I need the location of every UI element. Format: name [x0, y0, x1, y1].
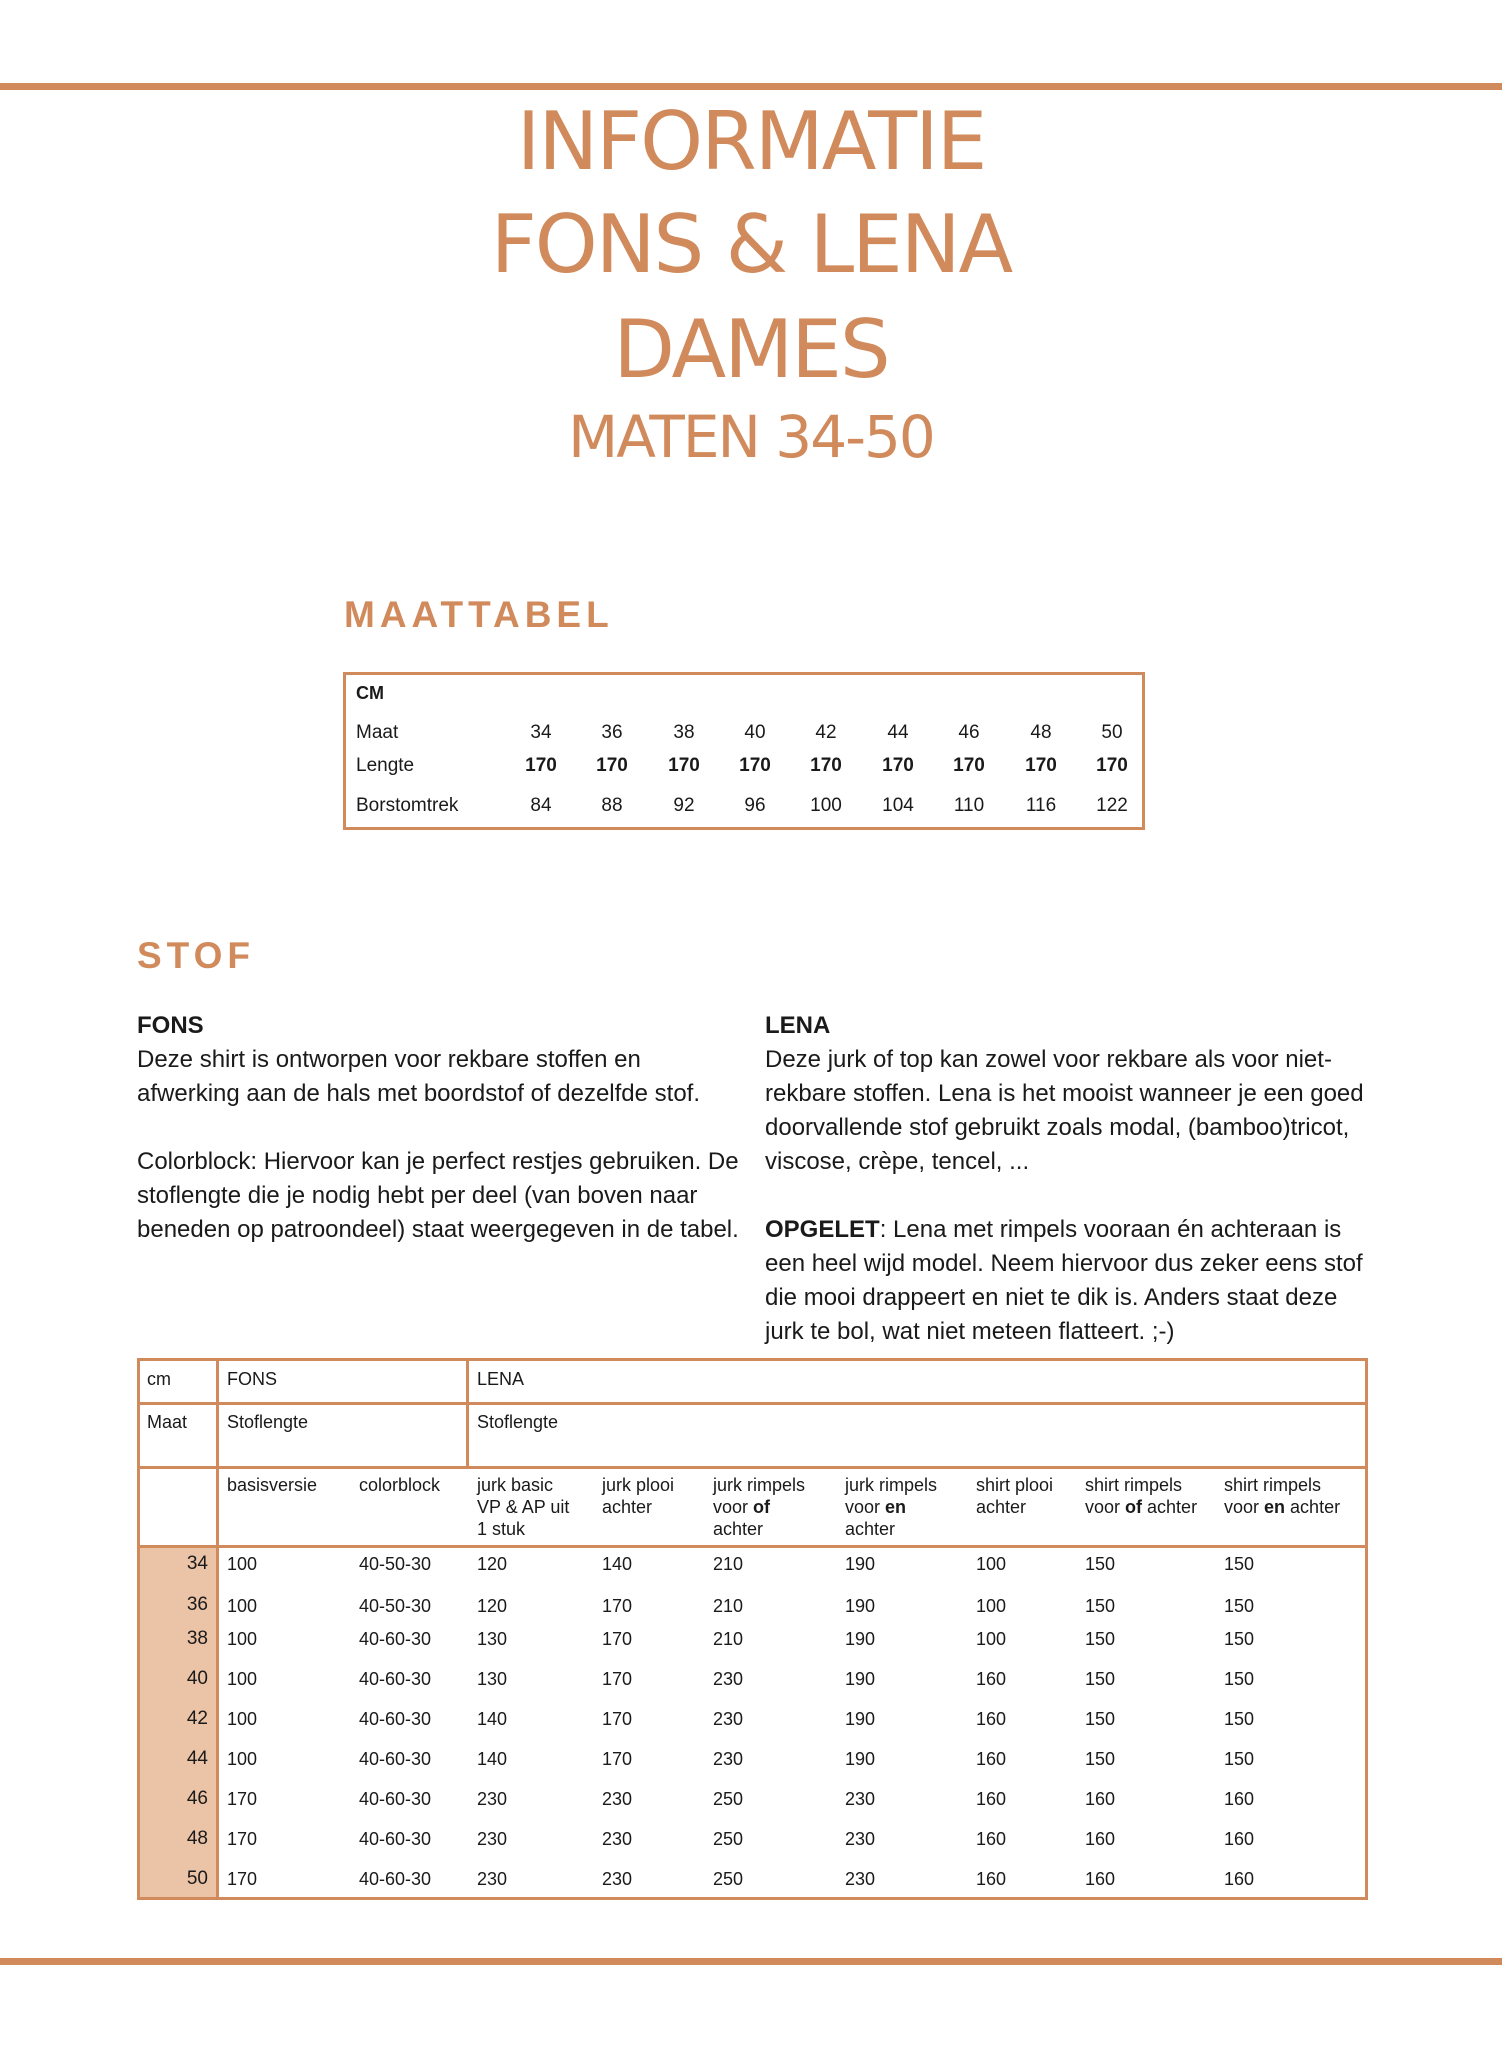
- stof-table-value: 230: [602, 1829, 633, 1849]
- stof-table-group-lena: LENA: [477, 1369, 525, 1389]
- stof-table-unit: cm: [147, 1369, 171, 1389]
- maattabel-lengte-value: 170: [1096, 755, 1128, 776]
- stof-table-value: 100: [227, 1669, 258, 1689]
- maattabel-size-value: 46: [958, 722, 980, 743]
- stof-table-column-header: jurk rimpels voor en achter: [845, 1475, 938, 1539]
- maattabel-lengte-value: 170: [668, 755, 700, 776]
- stof-table-value: 40-60-30: [359, 1629, 432, 1649]
- maattabel-label-lengte: Lengte: [356, 755, 415, 776]
- maattabel-lengte-value: 170: [525, 755, 557, 776]
- stof-table-column-header: jurk plooi achter: [602, 1475, 675, 1517]
- maattabel-size-value: 42: [815, 722, 837, 743]
- maattabel-unit: CM: [356, 683, 384, 703]
- stof-table-value: 140: [477, 1749, 508, 1769]
- stof-table-value: 40-60-30: [359, 1709, 432, 1729]
- stof-heading: STOF: [137, 935, 255, 976]
- title-subtitle: MATEN 34-50: [568, 403, 934, 471]
- maattabel-label-maat: Maat: [356, 722, 399, 743]
- title-line-2: FONS & LENA: [490, 198, 1012, 291]
- stof-table-value: 120: [477, 1596, 508, 1616]
- stof-table-value: 130: [477, 1629, 508, 1649]
- maattabel-size-value: 36: [601, 722, 623, 743]
- maattabel-label-borstomtrek: Borstomtrek: [356, 795, 459, 816]
- stof-table-value: 150: [1085, 1554, 1116, 1574]
- maattabel-borstomtrek-value: 84: [530, 795, 552, 816]
- lena-warning-label: OPGELET: [765, 1216, 880, 1243]
- maattabel-lengte-value: 170: [882, 755, 914, 776]
- fons-paragraph-1: Deze shirt is ontworpen voor rekbare stoffen en afwerking aan de hals met boordstof of dezelfde stof.: [137, 1046, 701, 1107]
- stof-table-value: 160: [1224, 1829, 1255, 1849]
- stof-table-value: 230: [845, 1869, 876, 1889]
- stof-table-value: 150: [1224, 1554, 1255, 1574]
- stof-table-value: 170: [602, 1629, 633, 1649]
- stof-table-size-cell: 34: [140, 1548, 216, 1588]
- stof-table-size-cell: 40: [140, 1661, 216, 1701]
- stof-table-column-header: shirt plooi achter: [976, 1475, 1054, 1517]
- maattabel-borstomtrek-value: 88: [601, 795, 623, 816]
- stof-table-group-fons: FONS: [227, 1369, 278, 1389]
- stof-table-size-cell: 50: [140, 1861, 216, 1897]
- stof-table-value: 150: [1224, 1709, 1255, 1729]
- stof-table-stoflengte-fons: Stoflengte: [227, 1412, 309, 1432]
- stof-table-size-cell: 46: [140, 1781, 216, 1821]
- stof-table-value: 170: [602, 1596, 633, 1616]
- maattabel-size-value: 34: [530, 722, 552, 743]
- stof-table-size-cell: 44: [140, 1741, 216, 1781]
- stof-table-value: 230: [602, 1869, 633, 1889]
- stof-table-value: 40-60-30: [359, 1789, 432, 1809]
- stof-table-column-header: basisversie: [227, 1475, 318, 1495]
- stof-table-value: 190: [845, 1709, 876, 1729]
- stof-table-value: 40-50-30: [359, 1554, 432, 1574]
- lena-paragraph-2: [765, 1213, 1375, 1349]
- stof-table-value: 100: [227, 1749, 258, 1769]
- stof-table-size-cell: 38: [140, 1621, 216, 1661]
- stof-table-value: 130: [477, 1669, 508, 1689]
- stof-table-value: 210: [713, 1554, 744, 1574]
- maattabel-size-value: 50: [1101, 722, 1123, 743]
- stof-table-value: 150: [1224, 1749, 1255, 1769]
- maattabel-borstomtrek-value: 92: [673, 795, 695, 816]
- stof-table-value: 230: [477, 1789, 508, 1809]
- maattabel-lengte-value: 170: [739, 755, 771, 776]
- stof-table-value: 100: [976, 1596, 1007, 1616]
- title-line-1: INFORMATIE: [516, 95, 986, 188]
- stof-table-value: 160: [1085, 1789, 1116, 1809]
- stof-table-value: 170: [602, 1669, 633, 1689]
- stof-table-value: 160: [976, 1709, 1007, 1729]
- stof-table-value: 230: [477, 1829, 508, 1849]
- stof-table-value: 150: [1085, 1669, 1116, 1689]
- stof-table-value: 160: [1224, 1869, 1255, 1889]
- maattabel-lengte-value: 170: [596, 755, 628, 776]
- stof-table-value: 150: [1085, 1629, 1116, 1649]
- stof-table-column-header: jurk rimpels voor of achter: [713, 1475, 806, 1539]
- stof-table-value: 170: [227, 1789, 258, 1809]
- top-rule: [0, 83, 1502, 90]
- stof-table-size-cell: 36: [140, 1588, 216, 1621]
- stof-table-value: 150: [1085, 1709, 1116, 1729]
- stof-table-column-header: jurk basic VP & AP uit 1 stuk: [477, 1475, 570, 1539]
- stof-table-value: 250: [713, 1829, 744, 1849]
- maattabel-borstomtrek-value: 122: [1096, 795, 1128, 816]
- stof-table-value: 100: [227, 1596, 258, 1616]
- stof-table-value: 170: [602, 1749, 633, 1769]
- stof-table-size-cell: 48: [140, 1821, 216, 1861]
- stof-table-value: 160: [976, 1669, 1007, 1689]
- stof-table-value: 40-50-30: [359, 1596, 432, 1616]
- fons-paragraph-2: Colorblock: Hiervoor kan je perfect restjes gebruiken. De stoflengte die je nodig hebt per deel (van boven naar beneden op patroondeel) staat weergegeven in de tabel.: [137, 1148, 739, 1243]
- stof-table-value: 160: [976, 1829, 1007, 1849]
- stof-table-value: 190: [845, 1629, 876, 1649]
- stof-table-value: 150: [1224, 1669, 1255, 1689]
- lena-paragraph-1: Deze jurk of top kan zowel voor rekbare als voor niet-rekbare stoffen. Lena is het mooist wanneer je een goed doorvallende stof gebruikt zoals modal, (bamboo)tricot, viscose, crèpe, tencel, ...: [765, 1046, 1364, 1175]
- lena-column: [765, 1009, 1375, 1349]
- stof-table-value: 230: [845, 1829, 876, 1849]
- stof-table-value: 160: [1085, 1829, 1116, 1849]
- bottom-rule: [0, 1958, 1502, 1965]
- maattabel-borstomtrek-value: 100: [810, 795, 842, 816]
- stof-table-value: 170: [227, 1869, 258, 1889]
- stof-table-column-header: shirt rimpels voor en achter: [1224, 1475, 1341, 1517]
- stof-table-value: 150: [1224, 1629, 1255, 1649]
- stof-table-value: 150: [1085, 1749, 1116, 1769]
- title-line-3: DAMES: [613, 303, 889, 396]
- stof-table-column-header: colorblock: [359, 1475, 441, 1495]
- fons-title: FONS: [137, 1012, 204, 1039]
- stof-table-value: 230: [713, 1709, 744, 1729]
- stof-table-value: 100: [227, 1554, 258, 1574]
- stof-table-value: 230: [713, 1749, 744, 1769]
- stof-table-value: 170: [227, 1829, 258, 1849]
- stof-table-value: 210: [713, 1629, 744, 1649]
- stof-table-value: 250: [713, 1789, 744, 1809]
- stof-table-value: 250: [713, 1869, 744, 1889]
- stof-table-value: 230: [713, 1669, 744, 1689]
- maattabel-size-value: 44: [887, 722, 909, 743]
- stof-table-value: 230: [845, 1789, 876, 1809]
- maattabel-size-value: 40: [744, 722, 766, 743]
- stof-table-maat-label: Maat: [147, 1412, 188, 1432]
- stof-table-value: 150: [1224, 1596, 1255, 1616]
- maattabel-heading: MAATTABEL: [344, 594, 614, 635]
- fons-column: [137, 1009, 747, 1247]
- maattabel-box: [343, 672, 1145, 830]
- lena-warning-text: : Lena met rimpels vooraan én achteraan is een heel wijd model. Neem hiervoor dus zeker eens stof die mooi drappeert en niet te dik is. Anders staat deze jurk te bol, wat niet meteen flatteert. ;-): [765, 1216, 1363, 1345]
- stof-table-value: 100: [227, 1629, 258, 1649]
- stof-table-value: 230: [477, 1869, 508, 1889]
- stof-table-size-cell: 42: [140, 1701, 216, 1741]
- stof-table-value: 160: [1224, 1789, 1255, 1809]
- stof-table-value: 140: [477, 1709, 508, 1729]
- maattabel-borstomtrek-value: 96: [744, 795, 766, 816]
- stof-table-value: 40-60-30: [359, 1669, 432, 1689]
- maattabel-lengte-value: 170: [810, 755, 842, 776]
- maattabel-borstomtrek-value: 104: [882, 795, 914, 816]
- stof-table-value: 230: [602, 1789, 633, 1809]
- stof-table-stoflengte-lena: Stoflengte: [477, 1412, 559, 1432]
- stof-table-value: 40-60-30: [359, 1869, 432, 1889]
- maattabel-lengte-value: 170: [953, 755, 985, 776]
- stof-table-value: 190: [845, 1669, 876, 1689]
- stof-table-value: 160: [976, 1869, 1007, 1889]
- stof-table-value: 120: [477, 1554, 508, 1574]
- stof-table-value: 190: [845, 1554, 876, 1574]
- maattabel-size-value: 48: [1030, 722, 1052, 743]
- stof-table-value: 100: [227, 1709, 258, 1729]
- stof-table-column-header: shirt rimpels voor of achter: [1085, 1475, 1198, 1517]
- stof-table-value: 190: [845, 1749, 876, 1769]
- stof-table-value: 100: [976, 1629, 1007, 1649]
- stof-table-value: 160: [976, 1749, 1007, 1769]
- maattabel-lengte-value: 170: [1025, 755, 1057, 776]
- stof-table-value: 150: [1085, 1596, 1116, 1616]
- maattabel-borstomtrek-value: 116: [1025, 795, 1057, 816]
- maattabel-borstomtrek-value: 110: [953, 795, 985, 816]
- stof-table-value: 160: [1085, 1869, 1116, 1889]
- lena-title: LENA: [765, 1012, 831, 1039]
- stof-table-value: 40-60-30: [359, 1829, 432, 1849]
- stof-table-value: 190: [845, 1596, 876, 1616]
- stof-table-value: 210: [713, 1596, 744, 1616]
- stof-table-value: 160: [976, 1789, 1007, 1809]
- stof-table-value: 170: [602, 1709, 633, 1729]
- stof-table-value: 40-60-30: [359, 1749, 432, 1769]
- maattabel-size-value: 38: [673, 722, 695, 743]
- stof-table-value: 140: [602, 1554, 633, 1574]
- stof-table-value: 100: [976, 1554, 1007, 1574]
